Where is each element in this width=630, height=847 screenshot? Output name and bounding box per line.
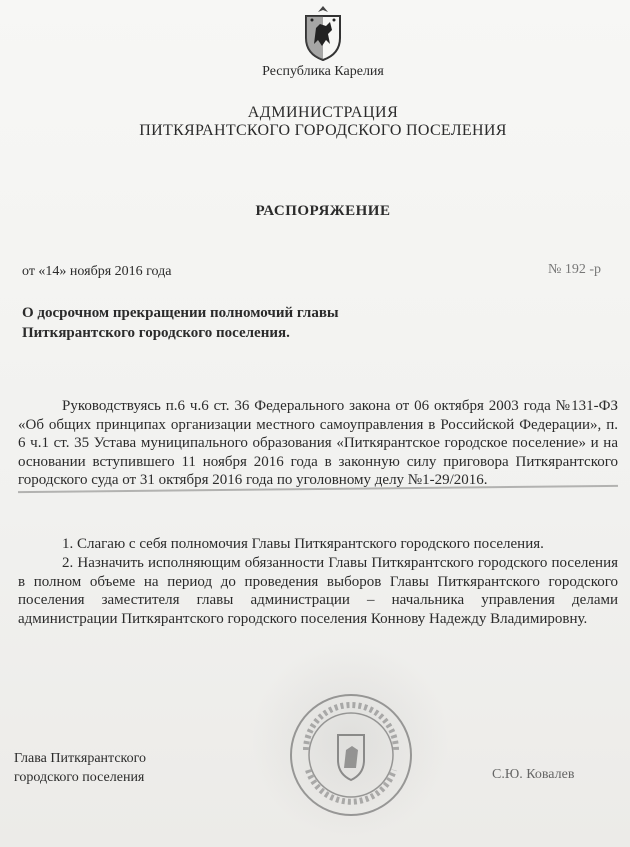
administration-title: АДМИНИСТРАЦИЯ: [247, 104, 399, 121]
official-seal-stamp: [286, 690, 416, 820]
signatory-title-line2: городского поселения: [14, 770, 145, 785]
order-item-2: 2. Назначить исполняющим обязанности Главы Питкярантского городского поселения в полном объеме на период до проведения выборов Главы Питкярантского городского поселения заместителя главы администрации – начальника управления делами администрации Питкярантского городского поселения Коннову Надежду Владимировну.: [18, 555, 618, 627]
preamble-paragraph: Руководствуясь п.6 ч.6 ст. 36 Федерального закона от 06 октября 2003 года №131-ФЗ «Об общих принципах организации местного самоуправления в Российской Федерации», п. 6 ч.1 ст. 35 Устава муниципального образования «Питкярантское городское поселение» и на основании вступившего 11 ноября 2016 года в законную силу приговора Питкярантского городского суда от 31 октября 2016 года по уголовному делу №1-29/2016.: [18, 398, 618, 489]
republic-name: Республика Карелия: [262, 64, 384, 79]
administration-subtitle: ПИТКЯРАНТСКОГО ГОРОДСКОГО ПОСЕЛЕНИЯ: [139, 122, 507, 139]
document-date: от «14» ноября 2016 года: [22, 264, 172, 279]
document-subject: О досрочном прекращении полномочий главы Питкярантского городского поселения.: [22, 305, 339, 341]
coat-of-arms-emblem: [300, 4, 346, 62]
signatory-name: С.Ю. Ковалев: [492, 767, 575, 782]
signatory-title: [14, 749, 146, 787]
order-item-1: 1. Слагаю с себя полномочия Главы Питкярантского городского поселения.: [62, 536, 544, 552]
document-number: № 192 -р: [548, 262, 602, 277]
document-type-heading: РАСПОРЯЖЕНИЕ: [255, 203, 391, 219]
signatory-title-line1: Глава Питкярантского: [14, 751, 147, 766]
